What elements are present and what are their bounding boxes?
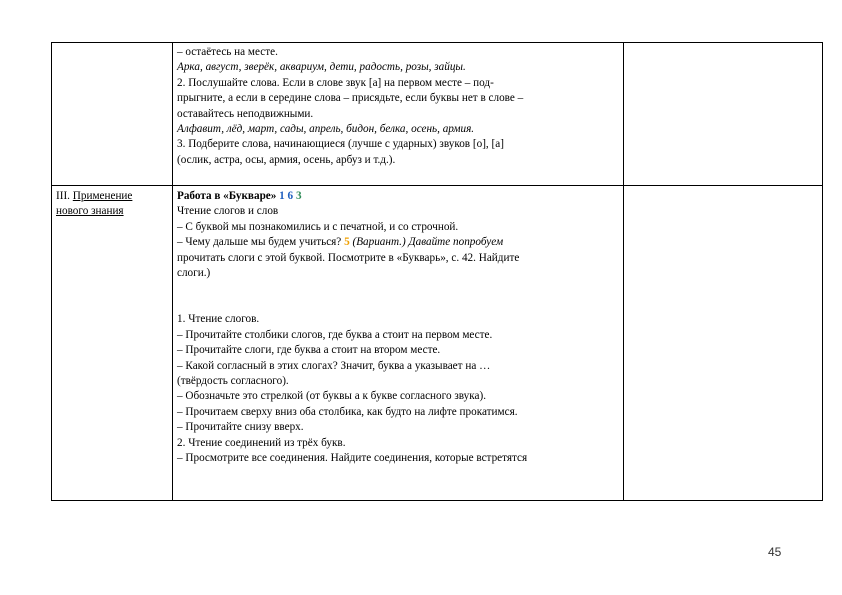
activity-cell: [173, 43, 624, 186]
stage-heading-cont: нового знания: [56, 205, 124, 218]
text-line: 1. Чтение слогов.: [177, 313, 260, 326]
table-row: [52, 186, 823, 501]
text-line: 3. Подберите слова, начинающиеся (лучше с ударных) звуков [о], [а]: [177, 138, 504, 151]
text-line: [177, 60, 619, 75]
text-line: – Какой согласный в этих слогах? Значит, буква а указывает на …: [177, 359, 491, 372]
text-line: 2. Чтение соединений из трёх букв.: [177, 436, 346, 449]
text-line: прочитать слоги с этой буквой. Посмотрите в «Букварь», с. 42. Найдите: [177, 251, 520, 264]
text-line: – остаётесь на месте.: [177, 46, 278, 58]
text-line: – Просмотрите все соединения. Найдите соединения, которые встретятся: [177, 452, 528, 465]
notes-cell: [624, 186, 823, 501]
stage-cell: [52, 43, 173, 186]
text-line: прыгните, а если в середине слова – присядьте, если буквы нет в слове –: [177, 92, 524, 105]
badge-icon: 3: [295, 190, 302, 202]
lesson-table: [51, 42, 823, 501]
text-line: – Прочитайте слоги, где буква а стоит на втором месте.: [177, 344, 441, 357]
text-line: – Прочитаем сверху вниз оба столбика, как будто на лифте прокатимся.: [177, 405, 518, 418]
text-line: оставайтесь неподвижными.: [177, 107, 314, 120]
table-row: [52, 43, 823, 186]
text-line: – Чему дальше мы будем учиться? 5 (Вариант.) Давайте попробуем: [177, 236, 504, 249]
badge-icon: 5: [344, 236, 350, 249]
text-line: (твёрдость согласного).: [177, 375, 289, 388]
text-line: (ослик, астра, осы, армия, осень, арбуз и т.д.).: [177, 153, 396, 166]
badge-icon: 1: [279, 190, 285, 202]
example-words: Арка, август, зверёк, аквариум, дети, радость, розы, зайцы.: [177, 61, 466, 74]
notes-cell: [624, 43, 823, 186]
activity-cell: [173, 186, 624, 501]
stage-cell: [52, 186, 173, 501]
text-line: [177, 122, 619, 137]
spacer: [177, 281, 619, 312]
subheading: Чтение слогов и слов: [177, 205, 279, 218]
text-line: – Прочитайте снизу вверх.: [177, 421, 304, 434]
text-line: – С буквой мы познакомились и с печатной, и со строчной.: [177, 220, 459, 233]
text-line: – Обозначьте это стрелкой (от буквы а к букве согласного звука).: [177, 390, 487, 403]
text-line: – Прочитайте столбики слогов, где буква а стоит на первом месте.: [177, 328, 493, 341]
text-line: 2. Послушайте слова. Если в слове звук [а] на первом месте – под-: [177, 76, 494, 89]
section-heading: Работа в «Букваре» 1 6 3: [177, 190, 302, 202]
text-line: слоги.): [177, 267, 211, 280]
badge-icon: 6: [287, 190, 294, 202]
example-words: Алфавит, лёд, март, сады, апрель, бидон, белка, осень, армия.: [177, 123, 475, 136]
stage-heading: III. Применение: [56, 190, 133, 202]
page-number: 45: [768, 545, 782, 559]
